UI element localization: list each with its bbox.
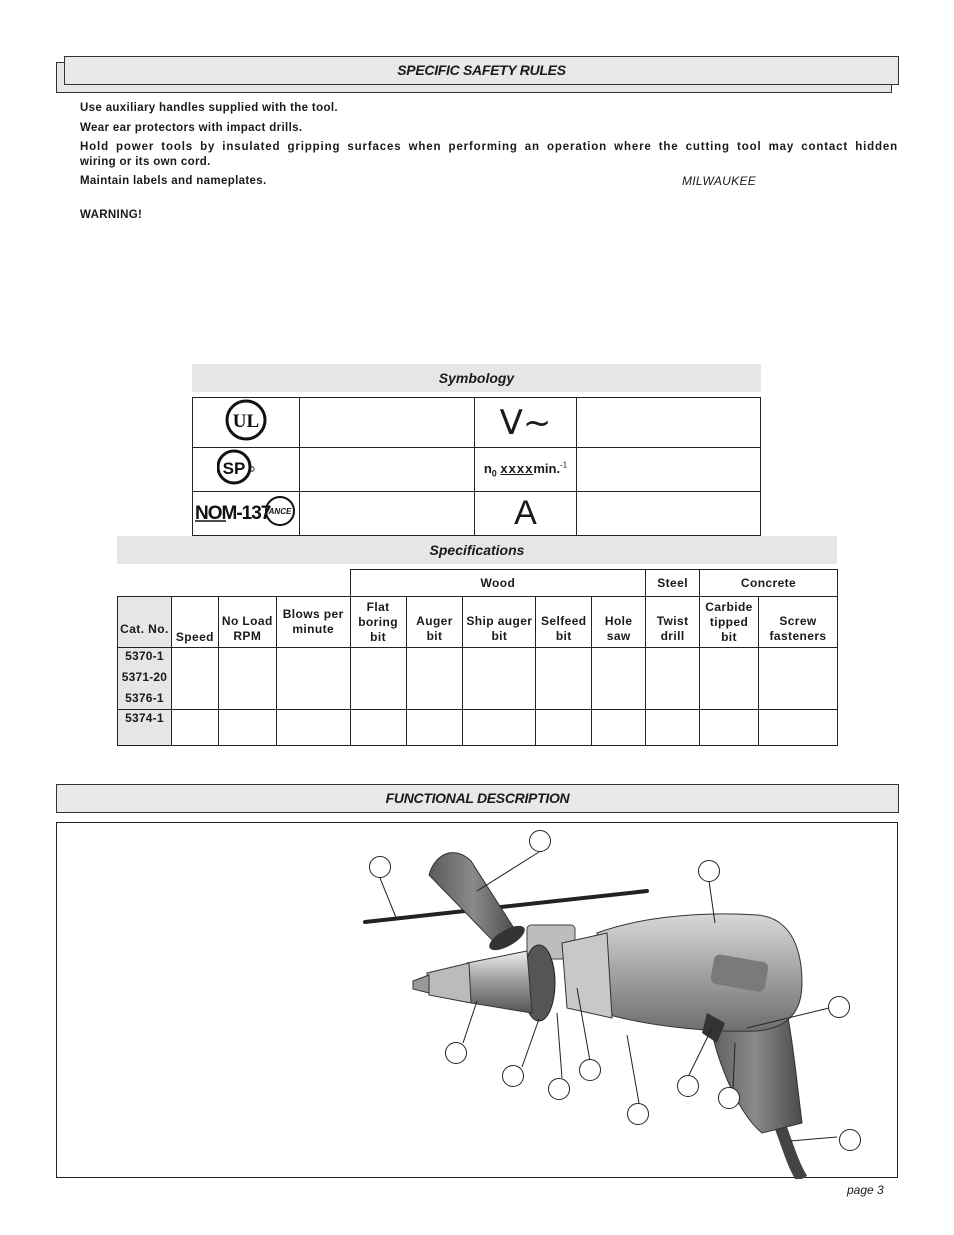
functional-diagram-box	[56, 822, 898, 1178]
model-5370-1: 5370-1	[125, 649, 164, 663]
ul-logo-icon	[224, 398, 268, 442]
col-auger: Auger bit	[406, 597, 463, 648]
csa-logo-icon	[217, 448, 257, 486]
col-ship: Ship auger bit	[463, 597, 536, 648]
table-cell	[218, 710, 276, 746]
table-cell	[406, 648, 463, 710]
table-cell	[463, 710, 536, 746]
symbology-title	[192, 364, 761, 392]
specifications-title-text: Specifications	[429, 542, 525, 558]
table-cell	[276, 710, 350, 746]
table-cell	[759, 648, 838, 710]
ul-desc-cell	[300, 398, 475, 448]
speed-sup: -1	[560, 460, 568, 470]
nom-cell	[193, 492, 300, 536]
speed-desc-cell	[577, 448, 761, 492]
col-screw: Screw fasteners	[759, 597, 838, 648]
table-cell	[646, 648, 700, 710]
table-cell	[276, 648, 350, 710]
page-number: page 3	[847, 1183, 884, 1197]
col-speed: Speed	[171, 597, 218, 648]
callout-11	[718, 1087, 740, 1109]
callout-6	[502, 1065, 524, 1087]
nom-desc-cell	[300, 492, 475, 536]
table-cell	[592, 710, 646, 746]
table-cell	[171, 648, 218, 710]
table-cell	[350, 710, 406, 746]
warning-label: WARNING!	[80, 209, 143, 221]
table-cell	[171, 710, 218, 746]
specifications-table	[117, 569, 838, 746]
nom-logo-text: NOM-137	[195, 503, 271, 524]
brand-name: MILWAUKEE	[682, 174, 757, 188]
amps-cell	[475, 492, 577, 536]
table-row	[118, 710, 838, 746]
speed-unit: min.	[533, 460, 561, 476]
model-5376-1: 5376-1	[125, 691, 164, 705]
rule-3: Hold power tools by insulated gripping surfaces when performing an operation where the cutting tool may contact hidden	[80, 141, 898, 153]
callout-10	[627, 1103, 649, 1125]
spec-header-row	[118, 597, 838, 648]
callout-1	[529, 830, 551, 852]
symbology-table	[192, 397, 761, 536]
amps-symbol: A	[514, 494, 537, 532]
speed-cell	[475, 448, 577, 492]
safety-header-title: SPECIFIC SAFETY RULES	[397, 62, 566, 78]
functional-header-title: FUNCTIONAL DESCRIPTION	[385, 790, 570, 806]
symbology-row	[193, 398, 761, 448]
speed-x: xxxx	[500, 460, 534, 476]
table-cell	[700, 648, 759, 710]
rule-1: Use auxiliary handles supplied with the tool.	[80, 102, 338, 114]
callout-9	[677, 1075, 699, 1097]
volts-symbol: V~	[499, 402, 552, 443]
table-cell	[406, 710, 463, 746]
callout-3	[698, 860, 720, 882]
speed-n: n	[483, 460, 492, 476]
callout-8	[548, 1078, 570, 1100]
specifications-title	[117, 536, 837, 564]
symbology-row	[193, 492, 761, 536]
volts-cell	[475, 398, 577, 448]
table-cell	[218, 648, 276, 710]
col-flat: Flat boring bit	[350, 597, 406, 648]
col-cat: Cat. No.	[118, 597, 172, 648]
spec-group-concrete: Concrete	[700, 570, 838, 597]
table-cell	[759, 710, 838, 746]
volts-desc-cell	[577, 398, 761, 448]
spec-group-row	[118, 570, 838, 597]
functional-header	[56, 784, 899, 813]
table-cell	[592, 648, 646, 710]
speed-sub: 0	[491, 468, 497, 479]
ul-logo-text: UL	[232, 411, 260, 432]
table-cell	[536, 710, 592, 746]
callout-5	[445, 1042, 467, 1064]
table-cell	[350, 648, 406, 710]
col-hole: Hole saw	[592, 597, 646, 648]
amps-desc-cell	[577, 492, 761, 536]
col-twist: Twist drill	[646, 597, 700, 648]
nom-ance-logo-icon	[193, 492, 299, 530]
callout-2	[369, 856, 391, 878]
drill-illustration-icon	[57, 823, 899, 1179]
table-cell	[700, 710, 759, 746]
callout-7	[579, 1059, 601, 1081]
col-carbide: Carbide tipped bit	[700, 597, 759, 648]
callout-4	[828, 996, 850, 1018]
model-5374-1: 5374-1	[118, 710, 172, 746]
csa-cell	[193, 448, 300, 492]
table-cell	[463, 648, 536, 710]
table-cell	[536, 648, 592, 710]
rule-3b: wiring or its own cord.	[80, 156, 211, 168]
speed-symbol	[483, 460, 568, 479]
rule-4: Maintain labels and nameplates.	[80, 175, 267, 187]
safety-header	[64, 56, 899, 85]
table-row	[118, 648, 838, 710]
spec-group-wood: Wood	[350, 570, 646, 597]
csa-desc-cell	[300, 448, 475, 492]
spec-group-steel: Steel	[646, 570, 700, 597]
ance-logo-text: ANCE	[268, 507, 292, 516]
spec-group-blank	[118, 570, 351, 597]
symbology-title-text: Symbology	[438, 370, 515, 386]
col-selfeed: Selfeed bit	[536, 597, 592, 648]
model-5371-20: 5371-20	[121, 670, 168, 684]
cat-group-1	[118, 648, 172, 710]
col-rpm: No Load RPM	[218, 597, 276, 648]
csa-logo-text: SP	[222, 459, 246, 478]
col-blows: Blows per minute	[276, 597, 350, 648]
callout-12	[839, 1129, 861, 1151]
symbology-row	[193, 448, 761, 492]
table-cell	[646, 710, 700, 746]
ul-cell	[193, 398, 300, 448]
rule-2: Wear ear protectors with impact drills.	[80, 122, 303, 134]
